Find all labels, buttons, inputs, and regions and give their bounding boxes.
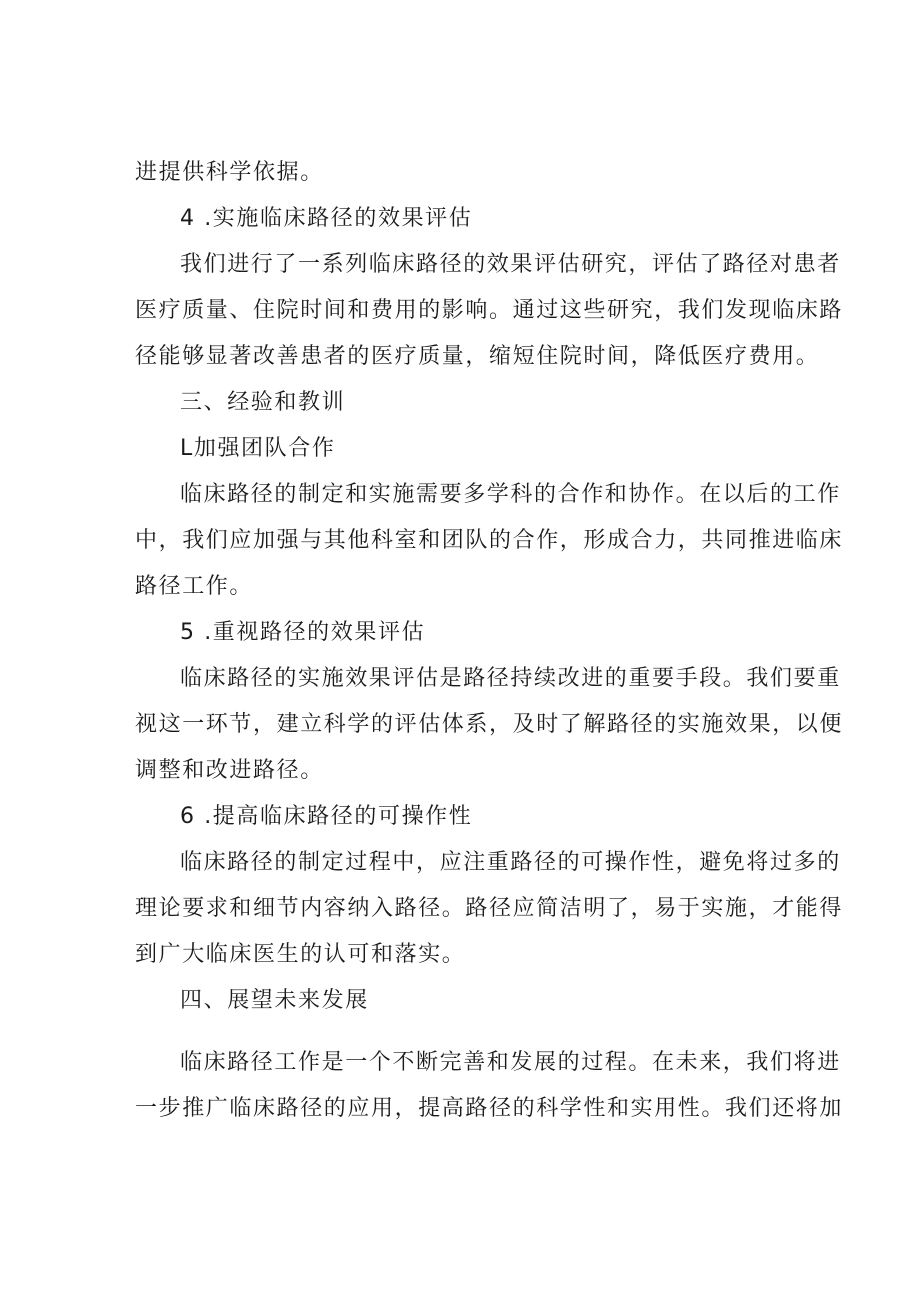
- paragraph-line: 临床路径的实施效果评估是路径持续改进的重要手段。我们要重: [180, 666, 841, 691]
- paragraph-line: 临床路径的制定过程中，应注重路径的可操作性，避免将过多的: [180, 850, 841, 875]
- section-heading: 三、经验和教训: [180, 390, 346, 415]
- section-heading: 四、展望未来发展: [180, 988, 369, 1013]
- section-heading: 6 .提高临床路径的可操作性: [180, 804, 473, 829]
- section-heading: L加强团队合作: [180, 436, 336, 461]
- paragraph-line: 进提供科学依据。: [135, 160, 324, 185]
- paragraph-line: 调整和改进路径。: [135, 758, 324, 783]
- paragraph-line: 临床路径的制定和实施需要多学科的合作和协作。在以后的工作: [180, 482, 841, 507]
- paragraph-line: 中，我们应加强与其他科室和团队的合作，形成合力，共同推进临床: [135, 528, 844, 553]
- paragraph-line: 路径工作。: [135, 574, 254, 599]
- paragraph-line: 到广大临床医生的认可和落实。: [135, 942, 466, 967]
- paragraph-line: 医疗质量、住院时间和费用的影响。通过这些研究，我们发现临床路: [135, 298, 844, 323]
- paragraph-line: 临床路径工作是一个不断完善和发展的过程。在未来，我们将进: [180, 1050, 841, 1075]
- paragraph-line: 视这一环节，建立科学的评估体系，及时了解路径的实施效果，以便: [135, 712, 844, 737]
- paragraph-line: 径能够显著改善患者的医疗质量，缩短住院时间，降低医疗费用。: [135, 344, 820, 369]
- paragraph-line: 理论要求和细节内容纳入路径。路径应简洁明了，易于实施，才能得: [135, 896, 844, 921]
- section-heading: 5 .重视路径的效果评估: [180, 620, 426, 645]
- section-heading: 4 .实施临床路径的效果评估: [180, 206, 473, 231]
- paragraph-line: 一步推广临床路径的应用，提高路径的科学性和实用性。我们还将加: [135, 1096, 844, 1121]
- paragraph-line: 我们进行了一系列临床路径的效果评估研究，评估了路径对患者: [180, 252, 841, 277]
